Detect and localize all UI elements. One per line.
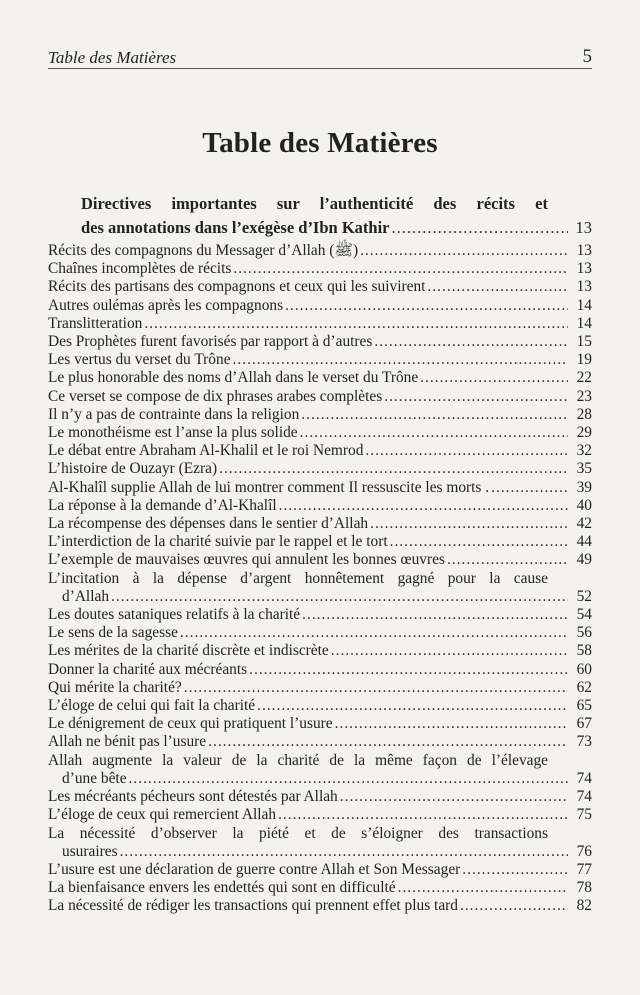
- running-header: [48, 44, 592, 69]
- dot-leader: [144, 315, 568, 333]
- dot-leader: [129, 770, 568, 788]
- dot-leader: [447, 551, 568, 569]
- toc-entry-title: Le débat entre Abraham Al-Khalil et le roi Nemrod: [48, 442, 364, 460]
- toc-entry-page: 39: [576, 478, 592, 496]
- toc-entry[interactable]: [48, 679, 592, 697]
- toc-entry[interactable]: [48, 297, 592, 315]
- toc-entry-title: Autres oulémas après les compagnons: [48, 296, 284, 314]
- toc-entry-title: Allah ne bénit pas l’usure: [48, 733, 207, 751]
- toc-entry[interactable]: [48, 661, 592, 679]
- dot-leader: [257, 697, 568, 715]
- toc-intro-entry[interactable]: [48, 192, 592, 240]
- toc-intro-line1: Directives importantes sur l’authenticité des récits et: [81, 194, 548, 213]
- dot-leader: [370, 515, 568, 533]
- toc-intro-line2: des annotations dans l’exégèse d’Ibn Kathir: [81, 218, 390, 237]
- toc-entry-page: 65: [576, 697, 592, 715]
- running-title: Table des Matières: [48, 48, 177, 67]
- toc-entry[interactable]: [48, 424, 592, 442]
- toc-entry-page: 22: [576, 369, 592, 387]
- toc-entry[interactable]: [48, 278, 592, 296]
- dot-leader: [233, 260, 568, 278]
- toc-entry-page: 42: [576, 515, 592, 533]
- toc-entry-page: 29: [576, 424, 592, 442]
- toc-entry-title: Il n’y a pas de contrainte dans la religion: [48, 405, 300, 423]
- toc-entry[interactable]: [48, 242, 592, 260]
- toc-entry-title: Les doutes sataniques relatifs à la charité: [48, 606, 301, 624]
- toc-entry-title-line2: d’une bête: [62, 769, 127, 787]
- dot-leader: [340, 788, 568, 806]
- toc-entry-title: Des Prophètes furent favorisés par rapport à d’autres: [48, 333, 373, 351]
- toc-entry-line2-row: [48, 843, 592, 861]
- toc-entry-title: Les mécréants pécheurs sont détestés par Allah: [48, 788, 338, 806]
- dot-leader: [365, 442, 568, 460]
- toc-entry-page: 13: [576, 278, 592, 296]
- toc-entry-title: Translitteration: [48, 314, 143, 332]
- toc-entry-page: 28: [576, 405, 592, 423]
- toc-entry-title: Donner la charité aux mécréants: [48, 660, 248, 678]
- toc-intro-line2-row: [48, 216, 592, 240]
- toc-entry[interactable]: [48, 624, 592, 642]
- toc-entry[interactable]: [48, 606, 592, 624]
- toc-entry-page: 75: [576, 806, 592, 824]
- dot-leader: [491, 479, 568, 497]
- toc-entry-title: La bienfaisance envers les endettés qui sont en difficulté: [48, 879, 396, 897]
- dot-leader: [184, 679, 568, 697]
- dot-leader: [301, 406, 568, 424]
- dot-leader: [460, 897, 568, 915]
- toc-entry-title: L’histoire de Ouzayr (Ezra): [48, 460, 218, 478]
- toc-entry-title: Le dénigrement de ceux qui pratiquent l’usure: [48, 715, 333, 733]
- dot-leader: [392, 216, 569, 240]
- dot-leader: [302, 606, 568, 624]
- toc-entry-page: 60: [576, 660, 592, 678]
- toc-entry-title: L’usure est une déclaration de guerre contre Allah et Son Messager: [48, 860, 461, 878]
- toc-entry-page: 74: [576, 769, 592, 787]
- toc-entry[interactable]: [48, 497, 592, 515]
- toc-entry[interactable]: [48, 351, 592, 369]
- dot-leader: [398, 879, 568, 897]
- toc-entry-page: 54: [576, 606, 592, 624]
- dot-leader: [233, 351, 568, 369]
- toc-entry[interactable]: [48, 333, 592, 351]
- toc-entry[interactable]: [48, 861, 592, 879]
- dot-leader: [278, 806, 568, 824]
- dot-leader: [249, 661, 568, 679]
- dot-leader: [360, 242, 568, 260]
- toc-entry-title: L’éloge de celui qui fait la charité: [48, 697, 256, 715]
- page-title: Table des Matières: [202, 127, 438, 159]
- toc-entry-title: Les vertus du verset du Trône: [48, 351, 231, 369]
- dot-leader: [420, 369, 568, 387]
- toc-entry[interactable]: [48, 752, 592, 788]
- toc-entry-page: 44: [576, 533, 592, 551]
- toc-entry[interactable]: [48, 715, 592, 733]
- toc-entry[interactable]: [48, 260, 592, 278]
- toc-entry-page: 76: [576, 842, 592, 860]
- toc-entry-title: Le sens de la sagesse: [48, 624, 178, 642]
- toc-entry[interactable]: [48, 479, 592, 497]
- toc-entry-page: 14: [576, 314, 592, 332]
- toc-entry[interactable]: [48, 733, 592, 751]
- toc-entry-page: 56: [576, 624, 592, 642]
- dot-leader: [279, 497, 568, 515]
- dot-leader: [300, 424, 568, 442]
- toc-intro-page: 13: [575, 218, 592, 237]
- toc-entry-page: 74: [576, 788, 592, 806]
- toc-entry[interactable]: [48, 533, 592, 551]
- toc-entry-page: 35: [576, 460, 592, 478]
- toc-entry[interactable]: [48, 315, 592, 333]
- toc-entry-title: L’exemple de mauvaises œuvres qui annulent les bonnes œuvres: [48, 551, 445, 569]
- toc-entry-title-line2: usuraires: [62, 842, 118, 860]
- toc-entry[interactable]: [48, 515, 592, 533]
- toc-entry-page: 19: [576, 351, 592, 369]
- dot-leader: [390, 533, 568, 551]
- toc-list: [48, 242, 592, 916]
- toc-entry-page: 67: [576, 715, 592, 733]
- toc-entry-title: Qui mérite la charité?: [48, 678, 182, 696]
- toc-entry-title: Al-Khalîl supplie Allah de lui montrer comment Il ressuscite les morts .: [48, 478, 490, 496]
- dot-leader: [120, 843, 568, 861]
- toc-entry-title-line2: d’Allah: [62, 587, 110, 605]
- dot-leader: [208, 733, 568, 751]
- toc-entry-title: Ce verset se compose de dix phrases arabes complètes: [48, 387, 383, 405]
- toc-entry[interactable]: [48, 442, 592, 460]
- dot-leader: [374, 333, 568, 351]
- toc-entry-title-line1: L’incitation à la dépense d’argent honnêtement gagné pour la cause: [48, 569, 548, 587]
- dot-leader: [331, 642, 568, 660]
- dot-leader: [219, 460, 568, 478]
- toc-entry-page: 58: [576, 642, 592, 660]
- toc-entry-title: La nécessité de rédiger les transactions qui prennent effet plus tard: [48, 897, 458, 915]
- toc-entry-page: 23: [576, 387, 592, 405]
- toc-entry-page: 49: [576, 551, 592, 569]
- toc-entry-title: Récits des compagnons du Messager d’Allah (ﷺ): [48, 242, 359, 259]
- toc-entry[interactable]: [48, 788, 592, 806]
- toc-entry[interactable]: [48, 460, 592, 478]
- toc-entry-page: 13: [576, 260, 592, 278]
- toc-entry[interactable]: [48, 897, 592, 915]
- toc-entry-title-line1: La nécessité d’observer la piété et de s’éloigner des transactions: [48, 824, 548, 842]
- toc-entry-title: Chaînes incomplètes de récits: [48, 260, 232, 278]
- toc-entry-page: 78: [576, 879, 592, 897]
- toc-entry[interactable]: [48, 570, 592, 606]
- toc-entry-title: Récits des partisans des compagnons et ceux qui les suivirent: [48, 278, 426, 296]
- toc-entry-title: La réponse à la demande d’Al-Khalîl: [48, 496, 277, 514]
- dot-leader: [335, 715, 568, 733]
- toc-entry[interactable]: [48, 406, 592, 424]
- dot-leader: [111, 588, 568, 606]
- toc-entry-line2-row: [48, 588, 592, 606]
- toc-entry[interactable]: [48, 806, 592, 824]
- toc-entry-page: 82: [576, 897, 592, 915]
- toc-entry-title-line1: Allah augmente la valeur de la charité de la même façon de l’élevage: [48, 751, 548, 769]
- dot-leader: [384, 388, 568, 406]
- toc-entry-line2-row: [48, 770, 592, 788]
- toc-entry-title: L’éloge de ceux qui remercient Allah: [48, 806, 277, 824]
- toc-entry-page: 77: [576, 860, 592, 878]
- dot-leader: [285, 297, 568, 315]
- toc-entry[interactable]: [48, 642, 592, 660]
- toc-entry-page: 62: [576, 678, 592, 696]
- toc-entry-page: 15: [576, 333, 592, 351]
- toc-entry[interactable]: [48, 551, 592, 569]
- toc-entry-title: L’interdiction de la charité suivie par le rappel et le tort: [48, 533, 388, 551]
- toc-entry[interactable]: [48, 388, 592, 406]
- toc-entry-page: 13: [576, 242, 592, 259]
- toc-entry-title: Le monothéisme est l’anse la plus solide: [48, 424, 298, 442]
- dot-leader: [180, 624, 568, 642]
- toc-entry-page: 14: [576, 296, 592, 314]
- toc-entry[interactable]: [48, 369, 592, 387]
- toc-entry-page: 40: [576, 496, 592, 514]
- toc-entry[interactable]: [48, 825, 592, 861]
- toc-entry-page: 73: [576, 733, 592, 751]
- toc-entry-page: 32: [576, 442, 592, 460]
- toc-entry-page: 52: [576, 587, 592, 605]
- toc-entry[interactable]: [48, 879, 592, 897]
- toc-entry-title: Le plus honorable des noms d’Allah dans le verset du Trône: [48, 369, 419, 387]
- dot-leader: [427, 278, 568, 296]
- toc-entry-title: La récompense des dépenses dans le sentier d’Allah: [48, 515, 369, 533]
- dot-leader: [462, 861, 568, 879]
- page-number: 5: [582, 46, 592, 67]
- toc-entry-title: Les mérites de la charité discrète et indiscrète: [48, 642, 329, 660]
- toc-entry[interactable]: [48, 697, 592, 715]
